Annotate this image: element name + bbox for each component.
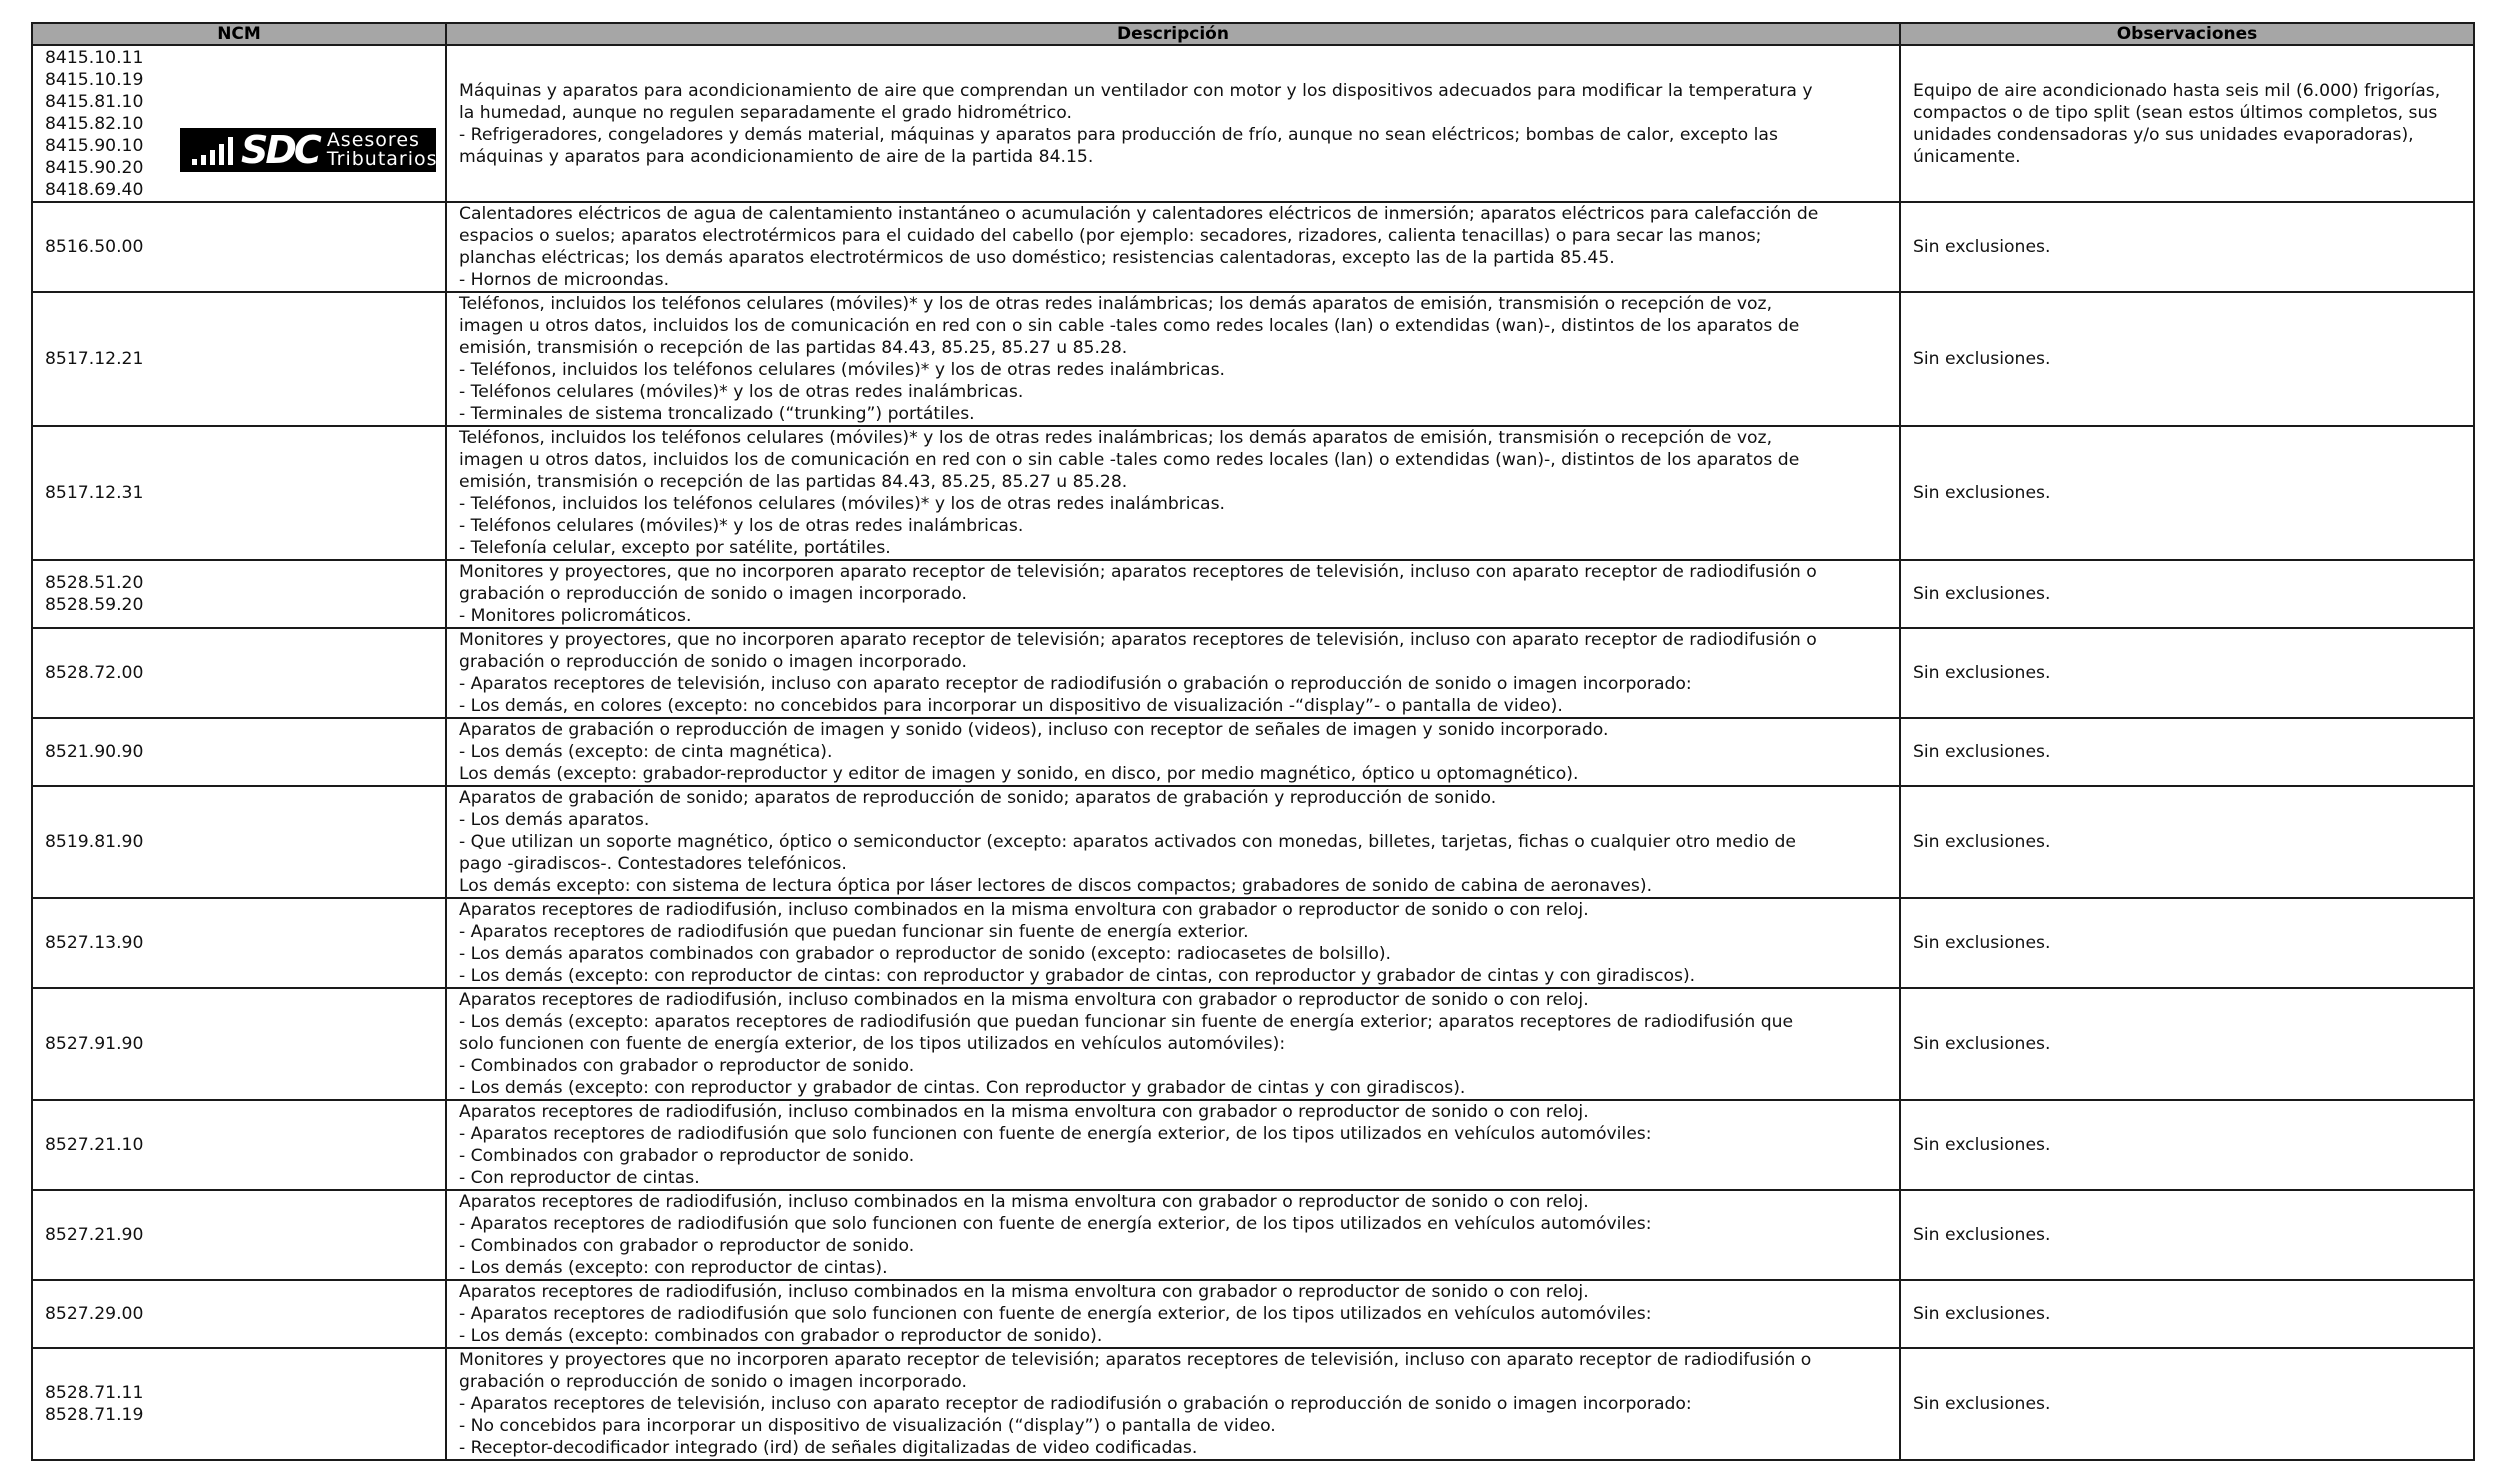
ncm-code: 8527.29.00 (45, 1304, 144, 1324)
observaciones-cell: Sin exclusiones. (1900, 426, 2474, 560)
description-line: - Aparatos receptores de radiodifusión que solo funcionen con fuente de energía exterior, de los tipos utilizados en vehículos automóviles: (459, 1304, 1652, 1324)
description-line: Teléfonos, incluidos los teléfonos celulares (móviles)* y los de otras redes inalámbricas; los demás aparatos de emisión, transmisión o recepción de voz, (459, 428, 1773, 448)
observaciones-cell: Sin exclusiones. (1900, 898, 2474, 988)
signal-bar (192, 159, 197, 165)
description-cell (446, 1348, 1900, 1460)
description-cell (446, 426, 1900, 560)
logo-text (327, 131, 438, 169)
description-line: - Teléfonos, incluidos los teléfonos celulares (móviles)* y los de otras redes inalámbricas. (459, 360, 1225, 380)
description-line: Los demás excepto: con sistema de lectura óptica por láser lectores de discos compactos; grabadores de sonido de cabina de aeronaves). (459, 876, 1653, 896)
description-cell (446, 45, 1900, 202)
description-line: - Con reproductor de cintas. (459, 1168, 700, 1188)
header-descripcion: Descripción (446, 23, 1900, 45)
ncm-cell (32, 1280, 446, 1348)
ncm-code: 8528.71.19 (45, 1405, 144, 1425)
logo-text-line1: Asesores (326, 129, 420, 151)
ncm-code: 8418.69.40 (45, 179, 144, 200)
description-line: - Combinados con grabador o reproductor de sonido. (459, 1236, 915, 1256)
ncm-code: 8415.82.10 (45, 113, 144, 134)
ncm-cell (32, 1348, 446, 1460)
ncm-code: 8516.50.00 (45, 237, 144, 257)
description-line: emisión, transmisión o recepción de las partidas 84.43, 85.25, 85.27 u 85.28. (459, 472, 1128, 492)
description-line: Teléfonos, incluidos los teléfonos celulares (móviles)* y los de otras redes inalámbricas; los demás aparatos de emisión, transmisión o recepción de voz, (459, 294, 1773, 314)
table-row (32, 1280, 2474, 1348)
ncm-code: 8415.90.10 (45, 135, 144, 156)
ncm-cell (32, 786, 446, 898)
signal-bar (219, 144, 224, 165)
description-line: - Los demás aparatos combinados con grabador o reproductor de sonido (excepto: radiocasetes de bolsillo). (459, 944, 1392, 964)
ncm-code: 8519.81.90 (45, 832, 144, 852)
observaciones-cell: Sin exclusiones. (1900, 988, 2474, 1100)
description-line: - Los demás, en colores (excepto: no concebidos para incorporar un dispositivo de visualización -“display”- o pantalla de video). (459, 696, 1563, 716)
description-line: Monitores y proyectores, que no incorporen aparato receptor de televisión; aparatos receptores de televisión, incluso con aparato receptor de radiodifusión o (459, 630, 1817, 650)
description-line: - Teléfonos celulares (móviles)* y los de otras redes inalámbricas. (459, 516, 1024, 536)
ncm-cell (32, 1190, 446, 1280)
description-line: imagen u otros datos, incluidos los de comunicación en red con o sin cable -tales como redes locales (lan) o extendidas (wan)-, distintos de los aparatos de (459, 316, 1800, 336)
table-row (32, 1190, 2474, 1280)
ncm-code: 8527.91.90 (45, 1034, 144, 1054)
description-line: emisión, transmisión o recepción de las partidas 84.43, 85.25, 85.27 u 85.28. (459, 338, 1128, 358)
ncm-code: 8415.10.11 (45, 47, 144, 68)
description-line: Aparatos receptores de radiodifusión, incluso combinados en la misma envoltura con grabador o reproductor de sonido o con reloj. (459, 900, 1589, 920)
ncm-cell (32, 292, 446, 426)
observaciones-cell: Sin exclusiones. (1900, 292, 2474, 426)
description-line: - Aparatos receptores de radiodifusión que solo funcionen con fuente de energía exterior, de los tipos utilizados en vehículos automóviles: (459, 1214, 1652, 1234)
ncm-code: 8527.21.90 (45, 1225, 144, 1245)
description-line: - Los demás (excepto: con reproductor de cintas). (459, 1258, 888, 1278)
ncm-code: 8528.72.00 (45, 663, 144, 683)
description-cell (446, 786, 1900, 898)
description-line: Aparatos receptores de radiodifusión, incluso combinados en la misma envoltura con grabador o reproductor de sonido o con reloj. (459, 1282, 1589, 1302)
description-line: - Terminales de sistema troncalizado (“trunking”) portátiles. (459, 404, 975, 424)
description-cell (446, 202, 1900, 292)
description-cell (446, 292, 1900, 426)
logo-mark: SDC (241, 128, 319, 172)
table-row (32, 718, 2474, 786)
observaciones-cell: Sin exclusiones. (1900, 1280, 2474, 1348)
description-line: la humedad, aunque no regulen separadamente el grado hidrométrico. (459, 102, 1072, 123)
ncm-code: 8527.21.10 (45, 1135, 144, 1155)
description-cell (446, 1100, 1900, 1190)
table-row (32, 45, 2474, 202)
ncm-cell (32, 1100, 446, 1190)
ncm-code: 8517.12.31 (45, 483, 144, 503)
signal-bars-icon (192, 135, 233, 165)
description-line: - Receptor-decodificador integrado (ird) de señales digitalizadas de video codificadas. (459, 1438, 1198, 1458)
ncm-code: 8528.59.20 (45, 595, 144, 615)
description-line: Los demás (excepto: grabador-reproductor y editor de imagen y sonido, en disco, por medio magnético, óptico u optomagnético). (459, 764, 1579, 784)
ncm-cell (32, 202, 446, 292)
ncm-code: 8528.51.20 (45, 573, 144, 593)
ncm-cell (32, 898, 446, 988)
table-row (32, 202, 2474, 292)
description-line: - Aparatos receptores de televisión, incluso con aparato receptor de radiodifusión o grabación o reproducción de sonido o imagen incorporado: (459, 1394, 1692, 1414)
sdc-logo (180, 128, 436, 172)
description-cell (446, 988, 1900, 1100)
description-line: máquinas y aparatos para acondicionamiento de aire de la partida 84.15. (459, 146, 1094, 167)
description-line: Aparatos receptores de radiodifusión, incluso combinados en la misma envoltura con grabador o reproductor de sonido o con reloj. (459, 1102, 1589, 1122)
ncm-cell (32, 560, 446, 628)
description-cell (446, 718, 1900, 786)
signal-bar (210, 150, 215, 165)
description-line: - Combinados con grabador o reproductor de sonido. (459, 1146, 915, 1166)
ncm-code: 8521.90.90 (45, 742, 144, 762)
description-line: - Combinados con grabador o reproductor de sonido. (459, 1056, 915, 1076)
description-line: Aparatos receptores de radiodifusión, incluso combinados en la misma envoltura con grabador o reproductor de sonido o con reloj. (459, 990, 1589, 1010)
signal-bar (201, 155, 206, 165)
observaciones-cell: Sin exclusiones. (1900, 1190, 2474, 1280)
description-cell (446, 560, 1900, 628)
ncm-code: 8415.90.20 (45, 157, 144, 178)
description-line: - Los demás (excepto: con reproductor de cintas: con reproductor y grabador de cintas, con reproductor y grabador de cintas y con giradiscos). (459, 966, 1696, 986)
description-line: Aparatos de grabación o reproducción de imagen y sonido (videos), incluso con receptor de señales de imagen y sonido incorporado. (459, 720, 1609, 740)
description-line: - Teléfonos celulares (móviles)* y los de otras redes inalámbricas. (459, 382, 1024, 402)
ncm-code: 8527.13.90 (45, 933, 144, 953)
description-line: - Aparatos receptores de televisión, incluso con aparato receptor de radiodifusión o grabación o reproducción de sonido o imagen incorporado: (459, 674, 1692, 694)
ncm-cell (32, 45, 446, 202)
description-line: grabación o reproducción de sonido o imagen incorporado. (459, 584, 967, 604)
description-line: - Los demás (excepto: con reproductor y grabador de cintas. Con reproductor y grabador de cintas y con giradiscos). (459, 1078, 1466, 1098)
ncm-code: 8415.10.19 (45, 69, 144, 90)
ncm-code: 8528.71.11 (45, 1383, 144, 1403)
ncm-cell (32, 988, 446, 1100)
logo-text-line2: Tributarios (326, 148, 438, 170)
description-line: imagen u otros datos, incluidos los de comunicación en red con o sin cable -tales como redes locales (lan) o extendidas (wan)-, distintos de los aparatos de (459, 450, 1800, 470)
table-row (32, 426, 2474, 560)
description-cell (446, 1190, 1900, 1280)
description-line: - Los demás (excepto: aparatos receptores de radiodifusión que puedan funcionar sin fuente de energía exterior; aparatos receptores de radiodifusión que (459, 1012, 1794, 1032)
description-line: - Refrigeradores, congeladores y demás material, máquinas y aparatos para producción de frío, aunque no sean eléctricos; bombas de calor, excepto las (459, 124, 1778, 145)
description-line: Máquinas y aparatos para acondicionamiento de aire que comprendan un ventilador con motor y los dispositivos adecuados para modificar la temperatura y (459, 80, 1813, 101)
description-line: - Teléfonos, incluidos los teléfonos celulares (móviles)* y los de otras redes inalámbricas. (459, 494, 1225, 514)
table-row (32, 988, 2474, 1100)
table-row (32, 1348, 2474, 1460)
ncm-cell (32, 718, 446, 786)
table-row (32, 628, 2474, 718)
table-row (32, 292, 2474, 426)
observaciones-cell: Equipo de aire acondicionado hasta seis mil (6.000) frigorías, compactos o de tipo split (sean estos últimos completos, sus unidades condensadoras y/o sus unidades evaporadoras), únicamente. (1900, 45, 2474, 202)
description-line: planchas eléctricas; los demás aparatos electrotérmicos de uso doméstico; resistencias calentadoras, excepto las de la partida 85.45. (459, 248, 1615, 268)
header-row (32, 23, 2474, 45)
description-line: - Monitores policromáticos. (459, 606, 692, 626)
observaciones-cell: Sin exclusiones. (1900, 1348, 2474, 1460)
description-line: solo funcionen con fuente de energía exterior, de los tipos utilizados en vehículos automóviles): (459, 1034, 1286, 1054)
ncm-code: 8415.81.10 (45, 91, 144, 112)
description-line: grabación o reproducción de sonido o imagen incorporado. (459, 652, 967, 672)
header-ncm: NCM (32, 23, 446, 45)
description-cell (446, 898, 1900, 988)
table-row (32, 898, 2474, 988)
ncm-table (31, 22, 2475, 1461)
description-line: pago -giradiscos-. Contestadores telefónicos. (459, 854, 847, 874)
description-line: - Los demás aparatos. (459, 810, 650, 830)
description-cell (446, 628, 1900, 718)
ncm-code: 8517.12.21 (45, 349, 144, 369)
observaciones-cell: Sin exclusiones. (1900, 1100, 2474, 1190)
table-row (32, 786, 2474, 898)
description-line: - No concebidos para incorporar un dispositivo de visualización (“display”) o pantalla de video. (459, 1416, 1276, 1436)
description-line: Calentadores eléctricos de agua de calentamiento instantáneo o acumulación y calentadores eléctricos de inmersión; aparatos eléctricos para calefacción de (459, 204, 1819, 224)
observaciones-cell: Sin exclusiones. (1900, 202, 2474, 292)
description-line: Aparatos de grabación de sonido; aparatos de reproducción de sonido; aparatos de grabación y reproducción de sonido. (459, 788, 1497, 808)
description-line: - Los demás (excepto: combinados con grabador o reproductor de sonido). (459, 1326, 1103, 1346)
description-line: Aparatos receptores de radiodifusión, incluso combinados en la misma envoltura con grabador o reproductor de sonido o con reloj. (459, 1192, 1589, 1212)
description-line: Monitores y proyectores que no incorporen aparato receptor de televisión; aparatos receptores de televisión, incluso con aparato receptor de radiodifusión o (459, 1350, 1812, 1370)
description-line: - Que utilizan un soporte magnético, óptico o semiconductor (excepto: aparatos activados con monedas, billetes, tarjetas, fichas o cualquier otro medio de (459, 832, 1796, 852)
signal-bar (228, 137, 233, 165)
observaciones-cell: Sin exclusiones. (1900, 718, 2474, 786)
description-line: grabación o reproducción de sonido o imagen incorporado. (459, 1372, 967, 1392)
description-line: - Aparatos receptores de radiodifusión que puedan funcionar sin fuente de energía exterior. (459, 922, 1249, 942)
header-observaciones: Observaciones (1900, 23, 2474, 45)
ncm-cell (32, 628, 446, 718)
observaciones-cell: Sin exclusiones. (1900, 560, 2474, 628)
description-line: - Aparatos receptores de radiodifusión que solo funcionen con fuente de energía exterior, de los tipos utilizados en vehículos automóviles: (459, 1124, 1652, 1144)
observaciones-cell: Sin exclusiones. (1900, 786, 2474, 898)
table-row (32, 560, 2474, 628)
description-line: - Los demás (excepto: de cinta magnética). (459, 742, 833, 762)
ncm-cell (32, 426, 446, 560)
description-line: - Hornos de microondas. (459, 270, 670, 290)
table-row (32, 1100, 2474, 1190)
observaciones-cell: Sin exclusiones. (1900, 628, 2474, 718)
description-line: Monitores y proyectores, que no incorporen aparato receptor de televisión; aparatos receptores de televisión, incluso con aparato receptor de radiodifusión o (459, 562, 1817, 582)
description-line: espacios o suelos; aparatos electrotérmicos para el cuidado del cabello (por ejemplo: secadores, rizadores, calienta tenacillas) o para secar las manos; (459, 226, 1762, 246)
description-cell (446, 1280, 1900, 1348)
description-line: - Telefonía celular, excepto por satélite, portátiles. (459, 538, 891, 558)
